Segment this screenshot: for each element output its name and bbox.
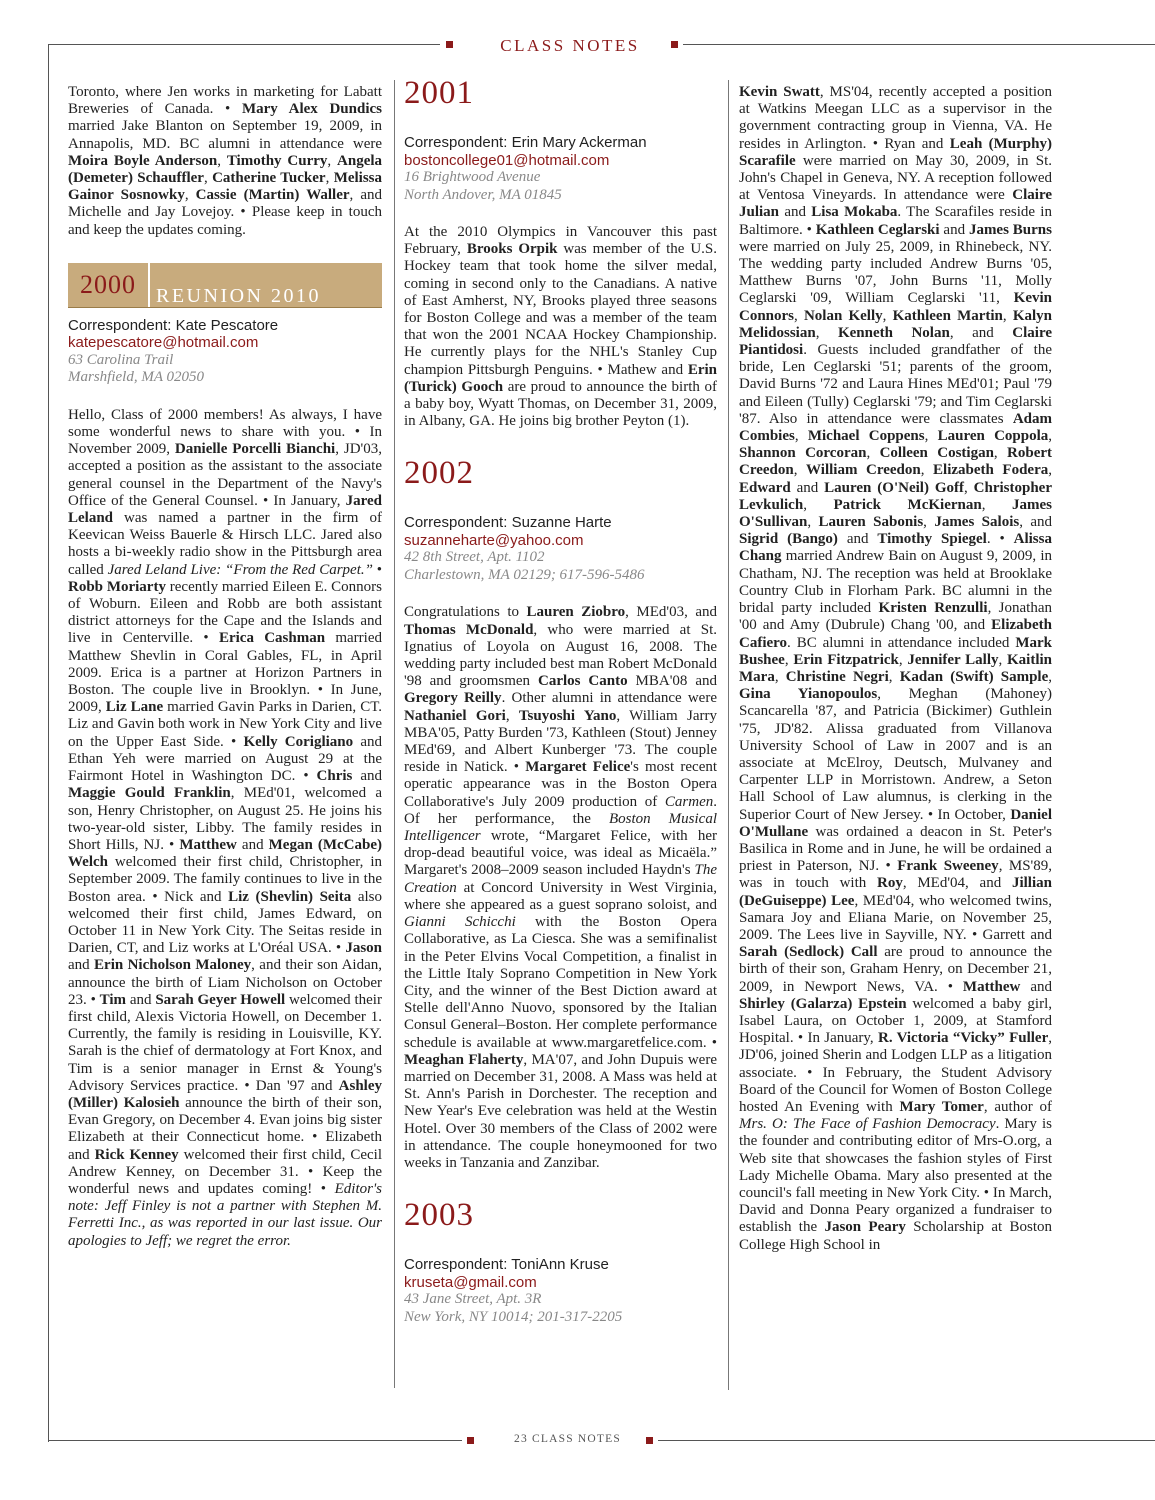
text-run: , [964,479,974,496]
correspondent-name: Correspondent: Kate Pescatore [68,316,279,334]
text-run: wrote, “Margaret Felice, with her drop-dead beautiful voice, was ideal as Micaëla.” Margaret's 2008–2009 season included Haydn's [404,828,717,879]
text-run: and [939,221,969,238]
italic-text: The Creation [404,862,717,896]
correspondent-email[interactable]: suzanneharte@yahoo.com [404,531,584,549]
person-name: Kevin Swatt [739,84,820,100]
correspondent-address-line1: 42 8th Street, Apt. 1102 [404,549,545,566]
class-2003-notes [739,84,1052,1254]
correspondent-address-line2: North Andover, MA 01845 [404,186,562,203]
text-run: was member of the U.S. Hockey team that took home the silver medal, coming in second only to the Canadians. A native of East Amherst, NY, Brooks played three seasons for Boston College and was a member of the team that won the 2001 NCAA Hockey Championship. He currently plays for the NHL's Stanley Cup champion Pittsburgh Penguins. • Mathew and [404,241,717,378]
text-run: , [1002,307,1013,324]
correspondent-address-line1: 43 Jane Street, Apt. 3R [404,1291,542,1308]
correspondent-name: Correspondent: Suzanne Harte [404,514,612,532]
text-run: . Mary is the founder and contributing editor of Mrs-O.org, a Web site that showcases the fashion styles of First Lady Michelle Obama. Mary also presented at the council's fall meeting in New York City. • In March, David and Donna Peary organized a fundraiser to establish the [739,1116,1052,1236]
text-run: , and their son Aidan, announce the birth of Liam Nicholson on October 23. • [68,957,382,1008]
text-run: , [774,668,786,685]
text-run: married Gavin Parks in Darien, CT. Liz and Gavin both work in New York City and live on the Upper East Side. • [68,699,382,750]
person-name: James Salois [934,514,1020,531]
correspondent-address-line2: Charlestown, MA 02129; 617-596-5486 [404,566,645,583]
header-rule-left-vertical [48,44,49,1442]
text-run: . Of her performance, the [404,793,717,827]
footer-ornament-left [467,1437,474,1444]
correspondent-name: Correspondent: Erin Mary Ackerman [404,134,647,151]
page-header-title: CLASS NOTES [500,36,640,55]
text-run: , and [949,324,1013,341]
person-name: Jennifer Lally [907,651,999,668]
text-run: . Other alumni in attendance were [501,690,717,707]
person-name: Nolan Kelly [803,307,883,324]
person-name: Frank Sweeney [897,858,999,875]
person-name: Colleen Costigan [879,445,994,462]
person-name: Leah (Murphy) Scarafile [739,135,1052,169]
person-name: Tim [99,991,127,1008]
class-2000-notes [68,407,382,1250]
person-name: Brooks Orpik [466,241,558,258]
text-run: , [217,152,227,169]
text-run: , [807,514,819,531]
text-run: , [794,307,804,324]
person-name: Patrick McKiernan [833,496,982,513]
correspondent-email[interactable]: kruseta@gmail.com [404,1273,537,1291]
text-run: , [794,428,808,445]
person-name: Jared Leland [68,492,382,527]
correspondent-block-2002 [404,514,717,584]
italic-text: Jared Leland Live: “From the Red Carpet.” [107,561,373,578]
person-name: R. Victoria “Vicky” Fuller [877,1030,1049,1047]
person-name: Timothy Curry [226,152,328,169]
person-name: Christine Negri [785,668,889,685]
person-name: Gina Yianopoulos [739,686,878,703]
text-run: and [352,768,382,785]
text-run: , [803,496,834,513]
person-name: Lisa Mokaba [811,204,898,221]
person-name: Rick Kenney [94,1146,179,1163]
person-name: Erin (Turick) Gooch [404,361,717,395]
text-run: welcomed their first child, Christopher, in September 2009. The family continues to live in the Boston area. • Nick and [68,854,382,905]
text-run: also welcomed their first child, James Edward, on October 11 in New York City. The Seitas reside in Darien, CT, and Liz works at L'Oréal USA. • [68,888,382,957]
text-run: , [1048,428,1053,445]
text-run: welcomed their first child, Cecil Andrew Kenney, on December 31. • Keep the wonderful news and updates coming! • [68,1146,382,1197]
text-run: were married on May 30, 2009, in St. John's Chapel in Geneva, NY. A reception followed at Ventosa Vineyards. In attendance were [739,152,1052,204]
person-name: Erica Cashman [218,630,326,647]
text-run: , [920,462,934,479]
person-name: Moira Boyle Anderson [68,152,218,169]
page-footer [480,1433,655,1445]
class-year-heading-2003: 2003 [404,1197,474,1234]
class-2001-notes [404,224,717,430]
person-name: Robert Creedon [739,445,1053,479]
text-run: married Andrew Bain on August 9, 2009, in Chatham, NJ. The reception was held at Brooklake Country Club in Florham Park. BC alumni in the bridal party included [739,548,1052,617]
text-run: , JD'03, accepted a position as the assistant to the associate general counsel in the Department of the Navy's Office of the General Counsel. • In January, [68,441,383,509]
person-name: Kathleen Martin [892,307,1003,324]
text-run: and [126,991,156,1008]
text-run: , [923,514,935,531]
correspondent-address-line2: New York, NY 10014; 201-317-2205 [404,1308,623,1325]
person-name: Mark Bushee [739,634,1052,668]
text-run: , [866,445,880,462]
person-name: Ashley (Miller) Kalosieh [68,1077,382,1111]
reunion-banner [68,263,382,308]
footer-section-label: CLASS NOTES [532,1433,621,1445]
person-name: James O'Sullivan [739,496,1053,531]
person-name: Maggie Gould Franklin [68,785,231,802]
text-run: , MEd'04, who welcomed twins, Samara Joy and Eliana Marie, on November 25, 2009. The Lees live in Sayville, NY. • Garrett and [739,892,1052,943]
person-name: William Creedon [806,462,921,479]
person-name: Kathleen Ceglarski [815,221,940,238]
text-run: welcomed their first child, Alexis Victoria Howell, on December 1. Currently, the family is residing in Louisville, KY. Sarah is the chief of dermatology at Fort Knox, and Tim is a senior manager in Ernst & Young's Advisory Services practice. • Dan '97 and [68,991,382,1094]
class-2002-notes [404,604,717,1172]
text-run: welcomed a baby girl, Isabel Laura, on October 1, 2009, at Stamford Hospital. • In January, [739,995,1052,1047]
person-name: Christopher Levkulich [739,479,1052,513]
text-run: , MEd'01, welcomed a son, Henry Christopher, on August 25. He joins his two-year-old sister, Libby. The family resides in Short Hills, NJ. • [68,785,382,853]
text-run: , [793,462,807,479]
person-name: Robb Moriarty [68,578,166,595]
text-run: , [1048,462,1052,479]
text-run: . The Scarafiles reside in Baltimore. • [739,204,1052,238]
header-ornament-right [671,41,678,48]
text-run: , [993,445,1008,462]
person-name: Nathaniel Gori [404,707,506,724]
person-name: Edward [739,479,791,496]
correspondent-email[interactable]: bostoncollege01@hotmail.com [404,151,610,169]
correspondent-address-line2: Marshfield, MA 02050 [68,369,204,386]
text-run: and [68,957,95,974]
text-run: and [1020,978,1052,995]
person-name: Carlos Canto [537,673,628,690]
class-year-heading-2001: 2001 [404,75,474,111]
footer-rule-right [658,1440,1155,1441]
text-run: , [882,307,893,324]
person-name: Claire Julian [739,187,1052,221]
text-run: and [790,479,825,496]
text-run: , MEd'03, and [625,604,717,621]
text-run: and [779,204,812,221]
person-name: Daniel O'Mullane [739,806,1052,840]
text-run: were married on July 25, 2009, in Rhinebeck, NY. The wedding party included Andrew Burns '05, Matthew Burns '07, John Burns '11, Molly Ceglarski '09, William Ceglarski '11, [739,238,1052,307]
person-name: Adam Combies [739,410,1052,445]
text-run: , [325,170,334,187]
text-run: . Guests included grandfather of the bride, Len Ceglarski '51; parents of the groom, David Burns '72 and Laura Hines MEd'01; Paul '79 and Eileen (Tully) Ceglarski '79; and Tim Ceglarski '87. Also in attendance were classmates [739,342,1052,427]
text-run: , [888,668,900,685]
person-name: Claire Piantidosi [739,324,1052,359]
text-run: was ordained a deacon in St. Peter's Basilica in Rome and in June, he will be ordained a priest in Paterson, NJ. • [739,823,1052,875]
column-3 [739,84,1052,1280]
text-run: and [837,531,878,548]
person-name: Shirley (Galarza) Epstein [739,995,907,1012]
text-run: married Jake Blanton on September 19, 2009, in Annapolis, MD. BC alumni in attendance were [68,118,382,152]
person-name: Sarah (Sedlock) Call [739,944,878,961]
page-number: 23 [514,1433,528,1445]
text-run: Hello, Class of 2000 members! As always, I have some wonderful news to share with you. • In November 2009, [68,406,382,458]
text-run: Toronto, where Jen works in marketing for Labatt Breweries of Canada. • [68,84,382,118]
class-1999-continued-text [68,84,382,239]
text-run: , MEd'04, and [902,875,1012,892]
person-name: Jason Peary [824,1219,906,1236]
header-ornament-left [446,41,453,48]
text-run: , [184,187,196,204]
text-run: , and Michelle and Jay Lovejoy. • Please keep in touch and keep the updates coming. [68,187,382,238]
column-2 [404,76,717,1346]
text-run: are proud to announce the birth of a baby boy, Wyatt Thomas, on December 31, 2009, in Albany, GA. He joins big brother Peyton (1). [404,378,717,430]
italic-text: Editor's note: Jeff Finley is not a partner with Stephen M. Ferretti Inc., as was reported in our last issue. Our apologies to Jeff; we regret the error. [68,1180,382,1249]
person-name: Danielle Porcelli Bianchi [174,441,336,458]
text-run: , JD'06, joined Sherin and Lodgen LLP as a litigation associate. • In February, the Student Advisory Board of the Council for Women of Boston College hosted An Evening with [739,1030,1052,1115]
text-run: , [505,707,519,724]
person-name: Kadan (Swift) Sample [899,668,1049,685]
class-year-heading-2002: 2002 [404,455,474,492]
italic-text: Mrs. O: The Face of Fashion Democracy [739,1116,996,1133]
person-name: Mary Alex Dundics [241,101,383,118]
italic-text: Boston Musical Intelligencer [404,810,717,845]
text-run: At the 2010 Olympics in Vancouver this past February, [404,224,717,258]
text-run: , author of [983,1098,1052,1115]
column-separator-1 [394,80,395,1388]
person-name: Kevin Connors [739,290,1052,324]
person-name: Gregory Reilly [404,690,502,707]
correspondent-address-line1: 63 Carolina Trail [68,351,174,368]
person-name: Lauren Sabonis [818,514,924,531]
text-run: Scholarship at Boston College High School in [739,1219,1052,1253]
text-run: was named a partner in the firm of Keevican Weiss Bauerle & Hirsch LLC. Jared also hosts a bi-weekly radio show in the Pittsburgh area called [68,510,382,578]
person-name: Sigrid (Bango) [739,531,838,548]
person-name: Cassie (Martin) Waller [195,187,350,204]
text-run: , MS'04, recently accepted a position at Watkins Meegan LLC as a supervisor in the government contracting group in Vienna, VA. He resides in Arlington. • Ryan and [739,84,1053,152]
correspondent-address-line1: 16 Brightwood Avenue [404,169,541,185]
text-run: . BC alumni in attendance included [787,634,1016,651]
footer-ornament-right [646,1437,653,1444]
reunion-label: REUNION 2010 [156,284,321,307]
person-name: Lauren Ziobro [526,604,626,621]
text-run: , [981,496,1013,513]
person-name: Liz Lane [105,699,164,716]
person-name: Alissa Chang [739,531,1052,565]
person-name: Lauren (O'Neil) Goff [824,479,964,496]
text-run: with the Boston Opera Collaborative, as La Ciesca. She was a semifinalist in the Peter Elvins Vocal Competition, a finalist in the Little Italy Soprano Competition in New York City, and the winner of the Best Diction award at Stelle dell'Anno Nuovo, sponsored by the Italian Consul General–Boston. Her complete performance schedule is available at www.margaretfelice.com. • [404,914,717,1051]
text-run: recently married Eileen E. Connors of Woburn. Eileen and Robb are both assistant district attorneys for the Cape and the Islands and live in Centerville. • [68,578,382,647]
italic-text: Carmen [664,793,714,810]
text-run: , [784,651,794,668]
person-name: Lauren Coppola [937,428,1049,445]
person-name: Melissa Gainor Sosnowky [68,170,383,204]
person-name: Angela (Demeter) Schauffler [68,152,383,187]
person-name: Kalyn Melidossian [739,307,1053,341]
text-run: . • [986,531,1014,548]
text-run: , who were married at St. Ignatius of Loyola on August 16, 2008. The wedding party included best man Robert McDonald '98 and groomsmen [404,621,717,690]
italic-text: Gianni Schicchi [404,914,516,931]
person-name: Kristen Renzulli [878,600,988,617]
text-run: , and [1019,514,1052,531]
person-name: Tsuyoshi Yano [518,707,617,724]
text-run: married Matthew Shevlin in Coral Gables, FL, in April 2009. Erica is a partner at Horizon Partners in Boston. The couple live in Brooklyn. • In June, 2009, [68,630,383,716]
correspondent-block-2000 [68,317,382,387]
person-name: James Burns [968,221,1052,238]
correspondent-name: Correspondent: ToniAnn Kruse [404,1256,609,1274]
text-run: , [203,170,213,187]
text-run: • [372,561,382,578]
person-name: Kaitlin Mara [739,651,1052,685]
person-name: Jason [345,940,382,957]
person-name: Roy [877,875,903,892]
person-name: Thomas McDonald [404,621,534,638]
person-name: Matthew [962,978,1021,995]
text-run: , [1048,668,1052,685]
person-name: Elizabeth Fodera [933,462,1049,479]
person-name: Timothy Spiegel [877,531,987,548]
text-run: are proud to announce the birth of their son, Graham Henry, on December 21, 2009, in Newport News, VA. • [739,944,1052,995]
text-run: , Meghan (Mahoney) Scancarella '87, and Patricia (Bickimer) Guthlein '75, JD'82. Alissa graduated from Villanova University School of Law in 2007 and is an associate at McElroy, Deutsch, Mulvaney and Carpenter LLP in Morristown. Andrew, a Seton Hall School of Law alumnus, is clerking in the Superior Court of New Jersey. • In October, [739,686,1052,823]
column-1 [68,84,382,1276]
person-name: Matthew [179,836,237,853]
column-separator-2 [728,80,729,1390]
text-run: announce the birth of their son, Evan Gregory, on December 4. Evan joins big sister Elizabeth at their Connecticut home. • Elizabeth and [68,1094,382,1163]
person-name: Erin Nicholson Maloney [94,957,252,974]
person-name: Margaret Felice [525,759,631,776]
person-name: Meaghan Flaherty [404,1051,524,1068]
header-rule-right [683,44,1155,45]
person-name: Shannon Corcoran [739,445,867,462]
text-run: and Ethan Yeh were married on August 29 at the Fairmont Hotel in Washington DC. • [68,733,382,785]
text-run: , William Jarry MBA'05, Patty Burden '73, Kathleen (Stout) Jenney MEd'69, and Albert Kunberger '73. The couple reside in Natick. • [404,707,717,776]
person-name: Kelly Corigliano [243,733,354,750]
person-name: Elizabeth Cafiero [739,617,1052,651]
text-run: , MA'07, and John Dupuis were married on December 31, 2008. A Mass was held at St. Ann's Parish in Dorchester. The reception and New Year's Eve celebration was held at the Westin Hotel. Over 30 members of the Class of 2002 were in attendance. The couple honeymooned for two weeks in Tanzania and Zanzibar. [404,1051,717,1171]
correspondent-block-2003 [404,1256,717,1326]
text-run: MBA'08 and [627,673,717,690]
text-run: , [898,651,908,668]
footer-rule-left [48,1440,462,1441]
text-run: at Concord University in West Virginia, where she appeared as a guest soprano soloist, and [404,879,717,913]
person-name: Megan (McCabe) Welch [68,836,382,871]
text-run: , MS'89, was in touch with [739,858,1053,892]
text-run: , [815,324,838,341]
text-run: Congratulations to [404,604,527,621]
correspondent-block-2001 [404,134,717,204]
person-name: Michael Coppens [807,428,925,445]
person-name: Kenneth Nolan [837,324,950,341]
person-name: Jillian (DeGuiseppe) Lee [739,875,1052,909]
header-rule-left [48,44,440,45]
person-name: Liz (Shevlin) Seita [228,888,352,905]
person-name: Mary Tomer [899,1098,984,1115]
text-run: , Jonathan '00 and Amy (Dubrule) Chang '00, and [739,600,1052,634]
person-name: Erin Fitzpatrick [793,651,899,668]
person-name: Chris [316,768,353,785]
person-name: Catherine Tucker [212,170,326,187]
text-run: , [998,651,1007,668]
text-run: 's most recent operatic appearance was in the Boston Opera Collaborative's July 2009 production of [404,759,718,810]
class-year-heading: 2000 [80,269,136,299]
text-run: and [236,836,269,853]
text-run: , [327,152,338,169]
correspondent-email[interactable]: katepescatore@hotmail.com [68,334,259,352]
text-run: , [924,428,938,445]
person-name: Sarah Geyer Howell [155,991,286,1008]
